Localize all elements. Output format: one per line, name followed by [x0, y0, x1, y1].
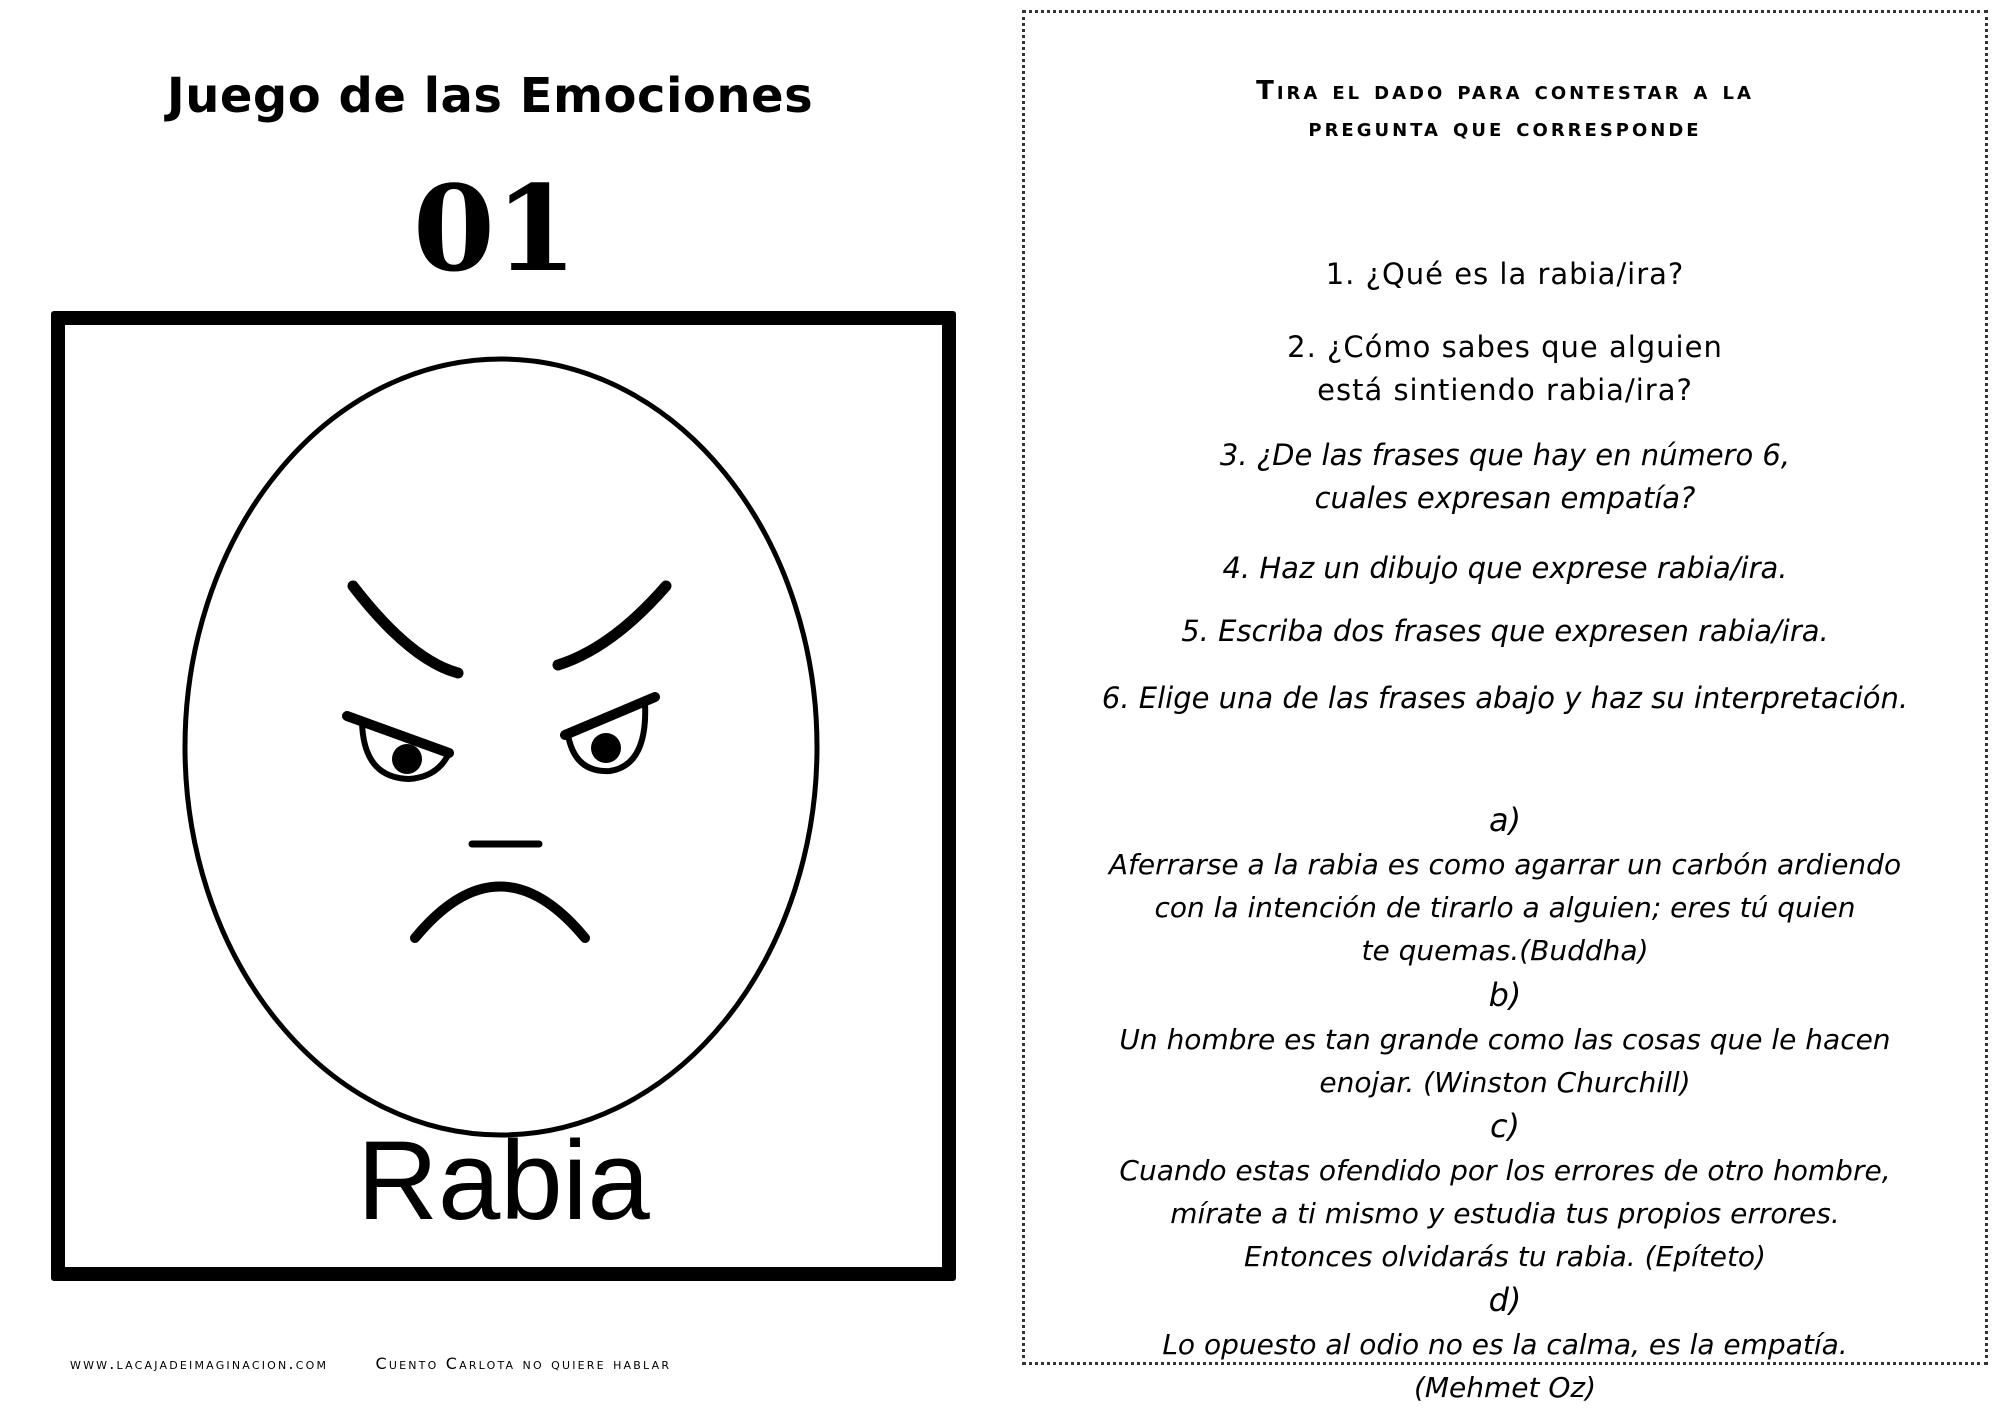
- question-3: 3. ¿De las frases que hay en número 6, cuales expresan empatía?: [1219, 438, 1791, 515]
- question-1: 1. ¿Qué es la rabia/ira?: [1325, 257, 1685, 291]
- quote-c-text: Cuando estas ofendido por los errores de otro hombre, mírate a ti mismo y estudia tus propios errores. Entonces olvidarás tu rabia. (Epíteto): [1119, 1154, 1891, 1273]
- question-4: 4. Haz un dibujo que exprese rabia/ira.: [1222, 551, 1788, 585]
- quote-b-text: Un hombre es tan grande como las cosas que le hacen enojar. (Winston Churchill): [1119, 1023, 1891, 1099]
- question-6: 6. Elige una de las frases abajo y haz su interpretación.: [1101, 681, 1909, 715]
- question-5: 5. Escriba dos frases que expresen rabia/ira.: [1181, 614, 1829, 648]
- quote-a-text: Aferrarse a la rabia es como agarrar un carbón ardiendo con la intención de tirarlo a alguien; eres tú quien te quemas.(Buddha): [1108, 848, 1902, 967]
- quote-d-letter: d): [1488, 1281, 1522, 1319]
- footer-story: Cuento Carlota no quiere hablar: [375, 1354, 672, 1373]
- question-2: 2. ¿Cómo sabes que alguien está sintiendo rabia/ira?: [1287, 330, 1723, 407]
- face-frame: [51, 311, 956, 1281]
- instructions: Tira el dado para contestar a la pregunta que corresponde: [1256, 76, 1754, 143]
- emotion-card: [0, 0, 1010, 1385]
- quote-d-text: Lo opuesto al odio no es la calma, es la empatía. (Mehmet Oz): [1162, 1328, 1848, 1404]
- quote-c-letter: c): [1489, 1107, 1521, 1145]
- question-card: [1022, 10, 1988, 1404]
- quote-b-letter: b): [1488, 976, 1522, 1014]
- footer: [70, 1354, 671, 1373]
- card-number: 01: [412, 159, 578, 298]
- quote-d: [1045, 1236, 1965, 1409]
- footer-website: www.lacajadeimaginacion.com: [70, 1354, 329, 1373]
- emotion-label: Rabia: [357, 1118, 650, 1243]
- game-title: Juego de las Emociones: [166, 68, 814, 124]
- quote-a-letter: a): [1488, 801, 1522, 839]
